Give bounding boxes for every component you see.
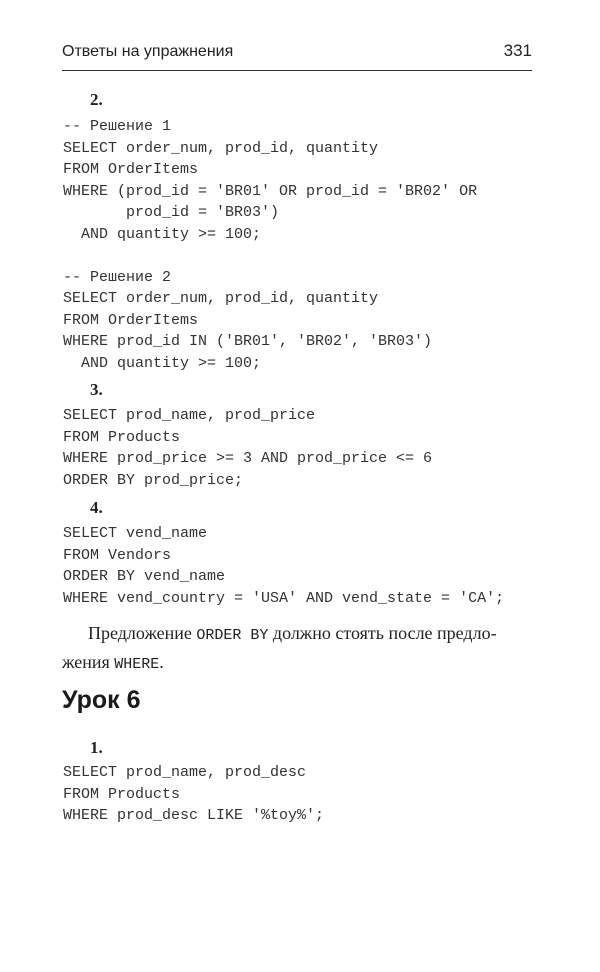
lesson-heading: Урок 6	[62, 686, 141, 714]
code-block: SELECT vend_name FROM Vendors ORDER BY vend_name WHERE vend_country = 'USA' AND vend_state = 'CA';	[63, 525, 505, 607]
note-paragraph: Предложение ORDER BY должно стоять после предло- жения WHERE.	[62, 623, 497, 673]
code-block: -- Решение 1 SELECT order_num, prod_id, quantity FROM OrderItems WHERE (prod_id = 'BR01' OR prod_id = 'BR02' OR prod_id = 'BR03') AND quantity >= 100; -- Решение 2 SELECT order_num, prod_id, quantity FROM OrderItems WHERE prod_id IN ('BR01', 'BR02', 'BR03') AND quantity >= 100;	[63, 118, 478, 372]
inline-code: ORDER BY	[196, 627, 269, 644]
exercise-number: 3.	[90, 380, 103, 399]
page-header	[62, 40, 532, 71]
exercise-number: 1.	[90, 738, 103, 757]
exercise-number: 4.	[90, 498, 103, 517]
inline-code: WHERE	[114, 656, 160, 673]
code-block: SELECT prod_name, prod_price FROM Products WHERE prod_price >= 3 AND prod_price <= 6 ORDER BY prod_price;	[63, 407, 433, 489]
page-number: 331	[503, 41, 532, 60]
running-title: Ответы на упражнения	[62, 43, 234, 60]
exercise-number: 2.	[90, 90, 103, 109]
code-block: SELECT prod_name, prod_desc FROM Products WHERE prod_desc LIKE '%toy%';	[63, 764, 325, 824]
